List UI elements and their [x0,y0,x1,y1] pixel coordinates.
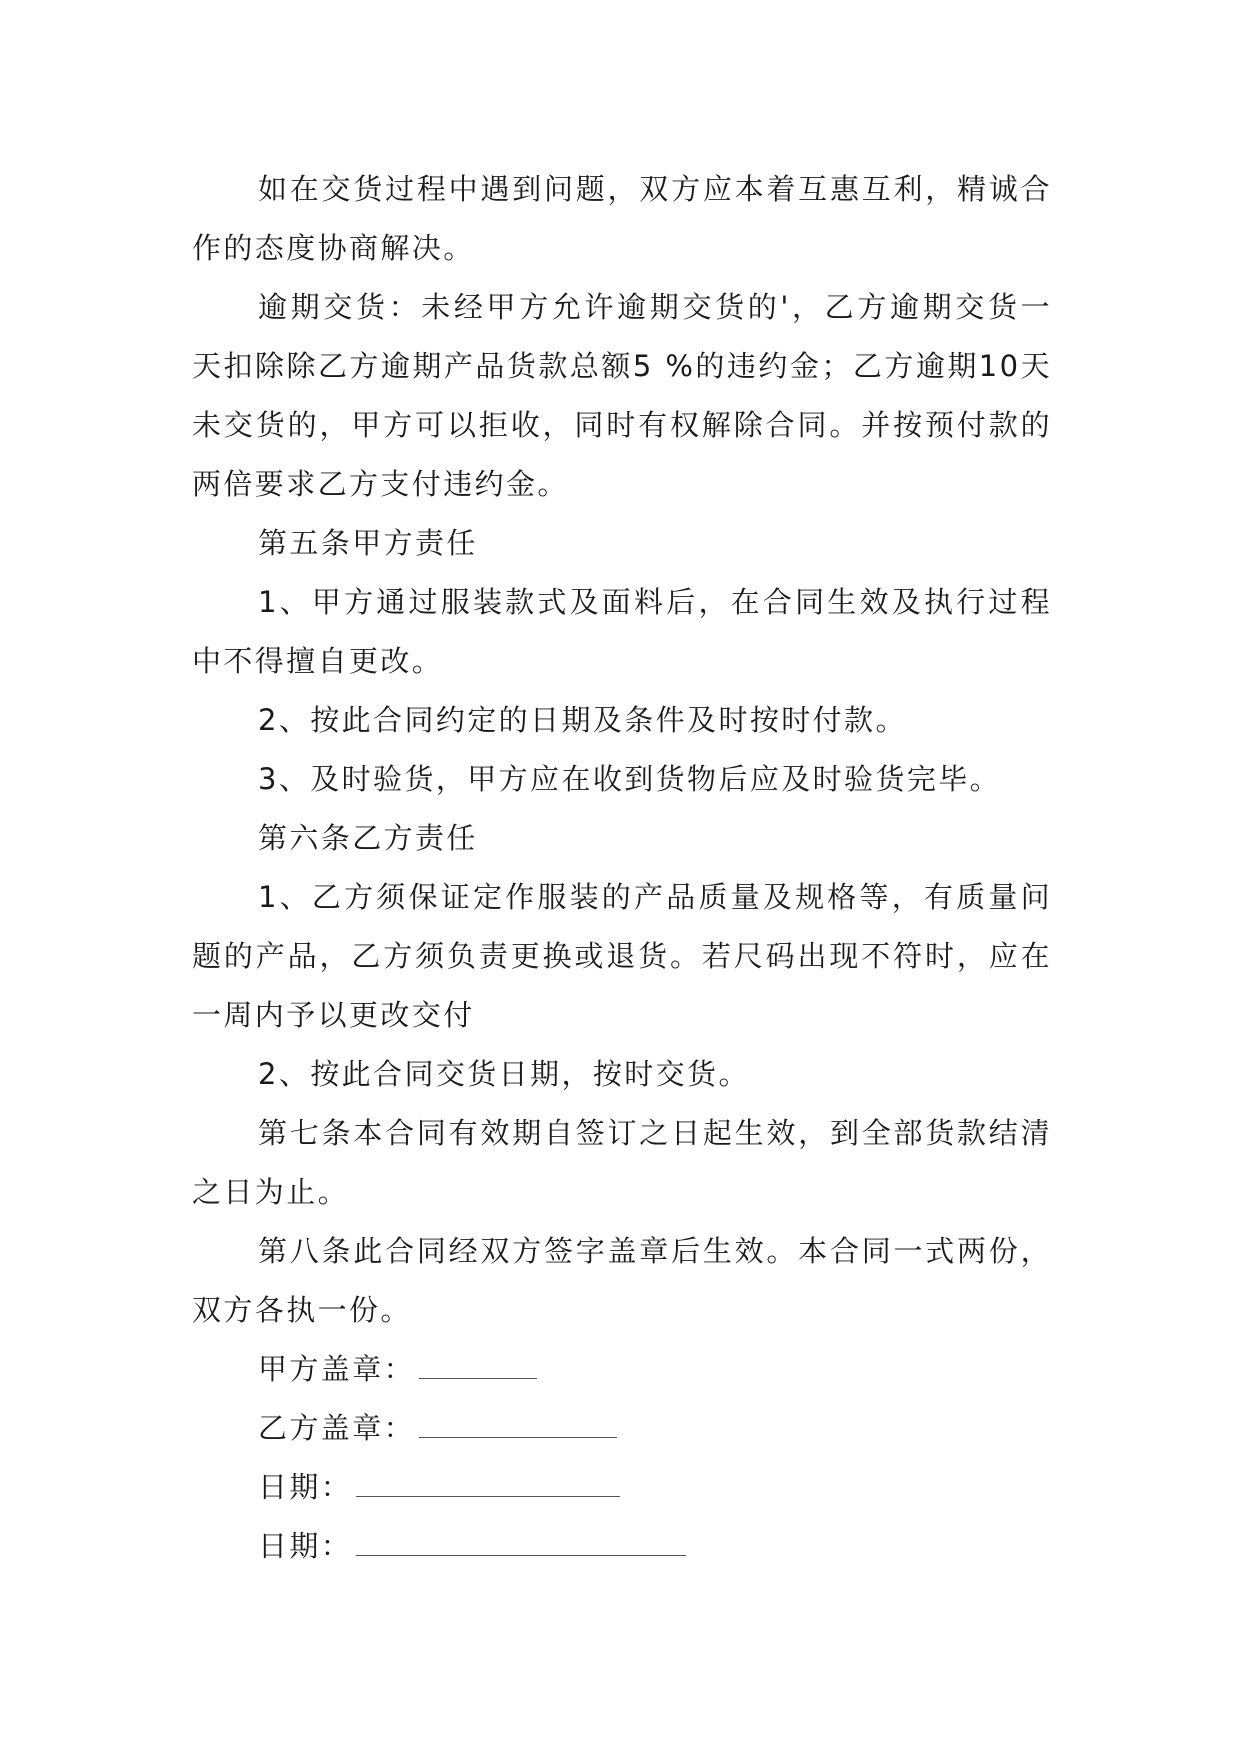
heading-article-6: 第六条乙方责任 [258,821,478,855]
signature-label: 乙方盖章： [258,1411,416,1445]
signature-label: 甲方盖章： [258,1352,416,1386]
paragraph-party-b-duty-2: 2、按此合同交货日期，按时交货。 [258,1057,750,1091]
paragraph-article-7: 第七条本合同有效期自签订之日起生效，到全部货款结清之日为止。 [192,1116,1052,1209]
paragraph-party-a-duty-2: 2、按此合同约定的日期及条件及时按时付款。 [258,703,907,737]
signature-blank-line [356,1533,686,1556]
signature-label: 日期： [258,1529,353,1563]
signature-blank-line [356,1474,620,1497]
signature-date-1 [192,1458,1052,1517]
paragraph-party-b-duty-1: 1、乙方须保证定作服装的产品质量及规格等，有质量问题的产品，乙方须负责更换或退货。若尺码出现不符时，应在一周内予以更改交付 [192,880,1052,1032]
signature-party-a [192,1340,1052,1399]
paragraph-dispute-resolution: 如在交货过程中遇到问题，双方应本着互惠互利，精诚合作的态度协商解决。 [192,172,1052,265]
signature-date-2 [192,1517,1052,1576]
signature-blank-line [419,1415,617,1438]
paragraph-article-8: 第八条此合同经双方签字盖章后生效。本合同一式两份，双方各执一份。 [192,1234,1052,1327]
signature-label: 日期： [258,1470,353,1504]
paragraph-late-delivery: 逾期交货：未经甲方允许逾期交货的'，乙方逾期交货一天扣除除乙方逾期产品货款总额5 %的违约金；乙方逾期10天未交货的，甲方可以拒收，同时有权解除合同。并按预付款的两倍要求乙方支付违约金。 [192,290,1052,501]
signature-blank-line [419,1356,537,1379]
document-body [192,160,1052,1576]
paragraph-party-a-duty-3: 3、及时验货，甲方应在收到货物后应及时验货完毕。 [258,762,1002,796]
signature-party-b [192,1399,1052,1458]
paragraph-party-a-duty-1: 1、甲方通过服装款式及面料后，在合同生效及执行过程中不得擅自更改。 [192,585,1052,678]
heading-article-5: 第五条甲方责任 [258,526,478,560]
